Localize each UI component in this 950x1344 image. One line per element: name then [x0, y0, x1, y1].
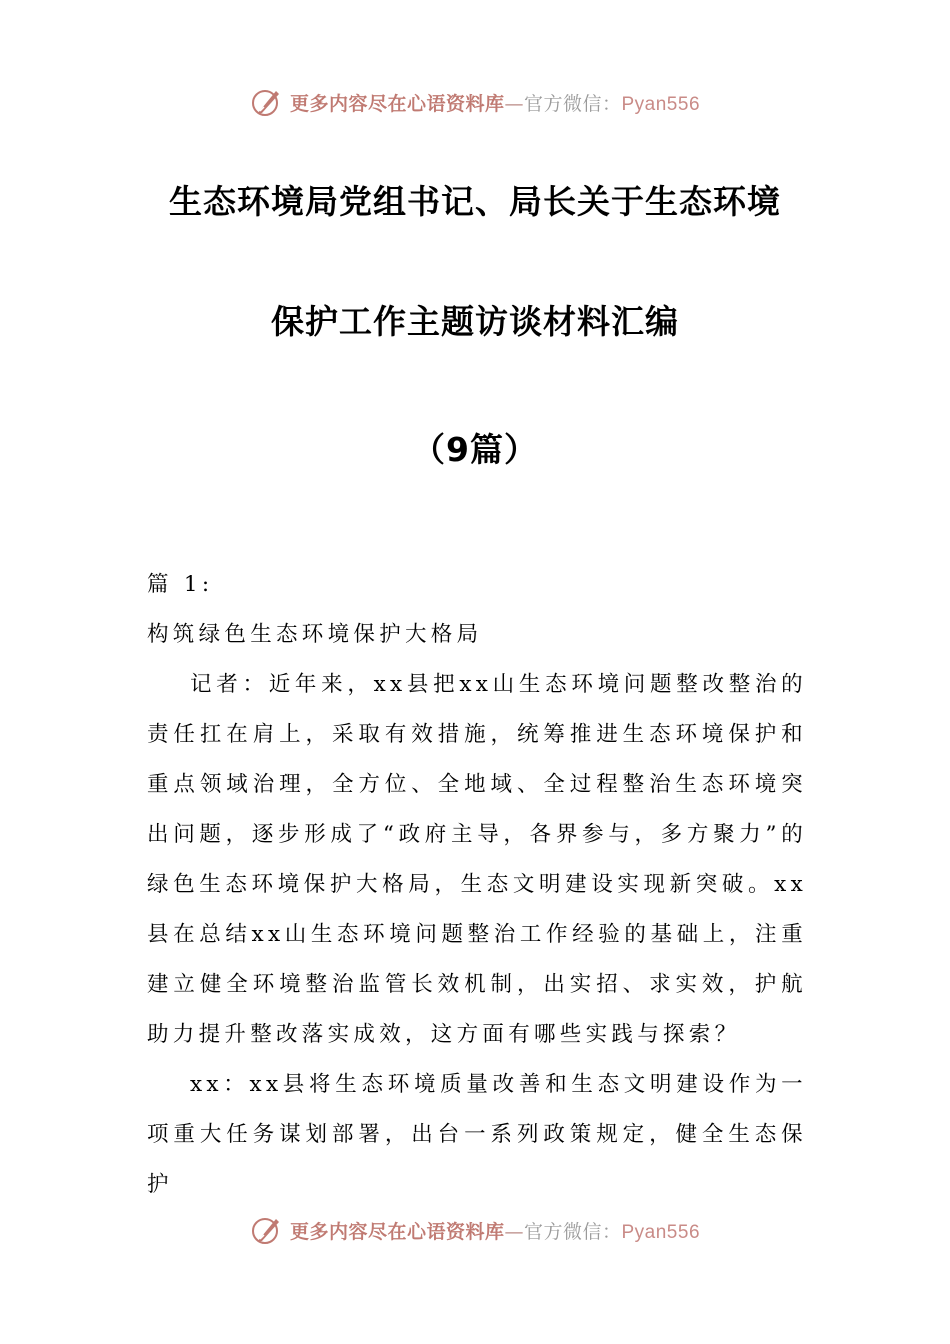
quill-logo-icon — [250, 1213, 284, 1247]
paragraph-question: 记者：近年来，xx县把xx山生态环境问题整改整治的责任扛在肩上，采取有效措施，统筹推进生态环境保护和重点领域治理，全方位、全地域、全过程整治生态环境突出问题，逐步形成了“政府主导，各界参与，多方聚力”的绿色生态环境保护大格局，生态文明建设实现新突破。xx县在总结xx山生态环境问题整治工作经验的基础上，注重建立健全环境整治监管长效机制，出实招、求实效，护航助力提升整改落实成效，这方面有哪些实践与探索？ — [147, 672, 807, 1047]
section-label: 篇 1: — [147, 572, 214, 597]
paragraph-answer: xx：xx县将生态环境质量改善和生态文明建设作为一项重大任务谋划部署，出台一系列政策规定，健全生态保护 — [147, 1072, 807, 1197]
watermark-text: 更多内容尽在心语资料库—官方微信：Pyan556 — [289, 1220, 701, 1243]
watermark-footer — [0, 1210, 950, 1250]
document-title-count: （9篇） — [412, 430, 538, 469]
document-title-line-1: 生态环境局党组书记、局长关于生态环境 — [169, 182, 781, 221]
watermark-text: 更多内容尽在心语资料库—官方微信：Pyan556 — [289, 92, 701, 115]
document-title-line-2: 保护工作主题访谈材料汇编 — [271, 302, 679, 341]
watermark-header — [0, 82, 950, 122]
quill-logo-icon — [250, 85, 284, 119]
article-body — [147, 560, 807, 1210]
article-heading: 构筑绿色生态环境保护大格局 — [147, 622, 483, 647]
